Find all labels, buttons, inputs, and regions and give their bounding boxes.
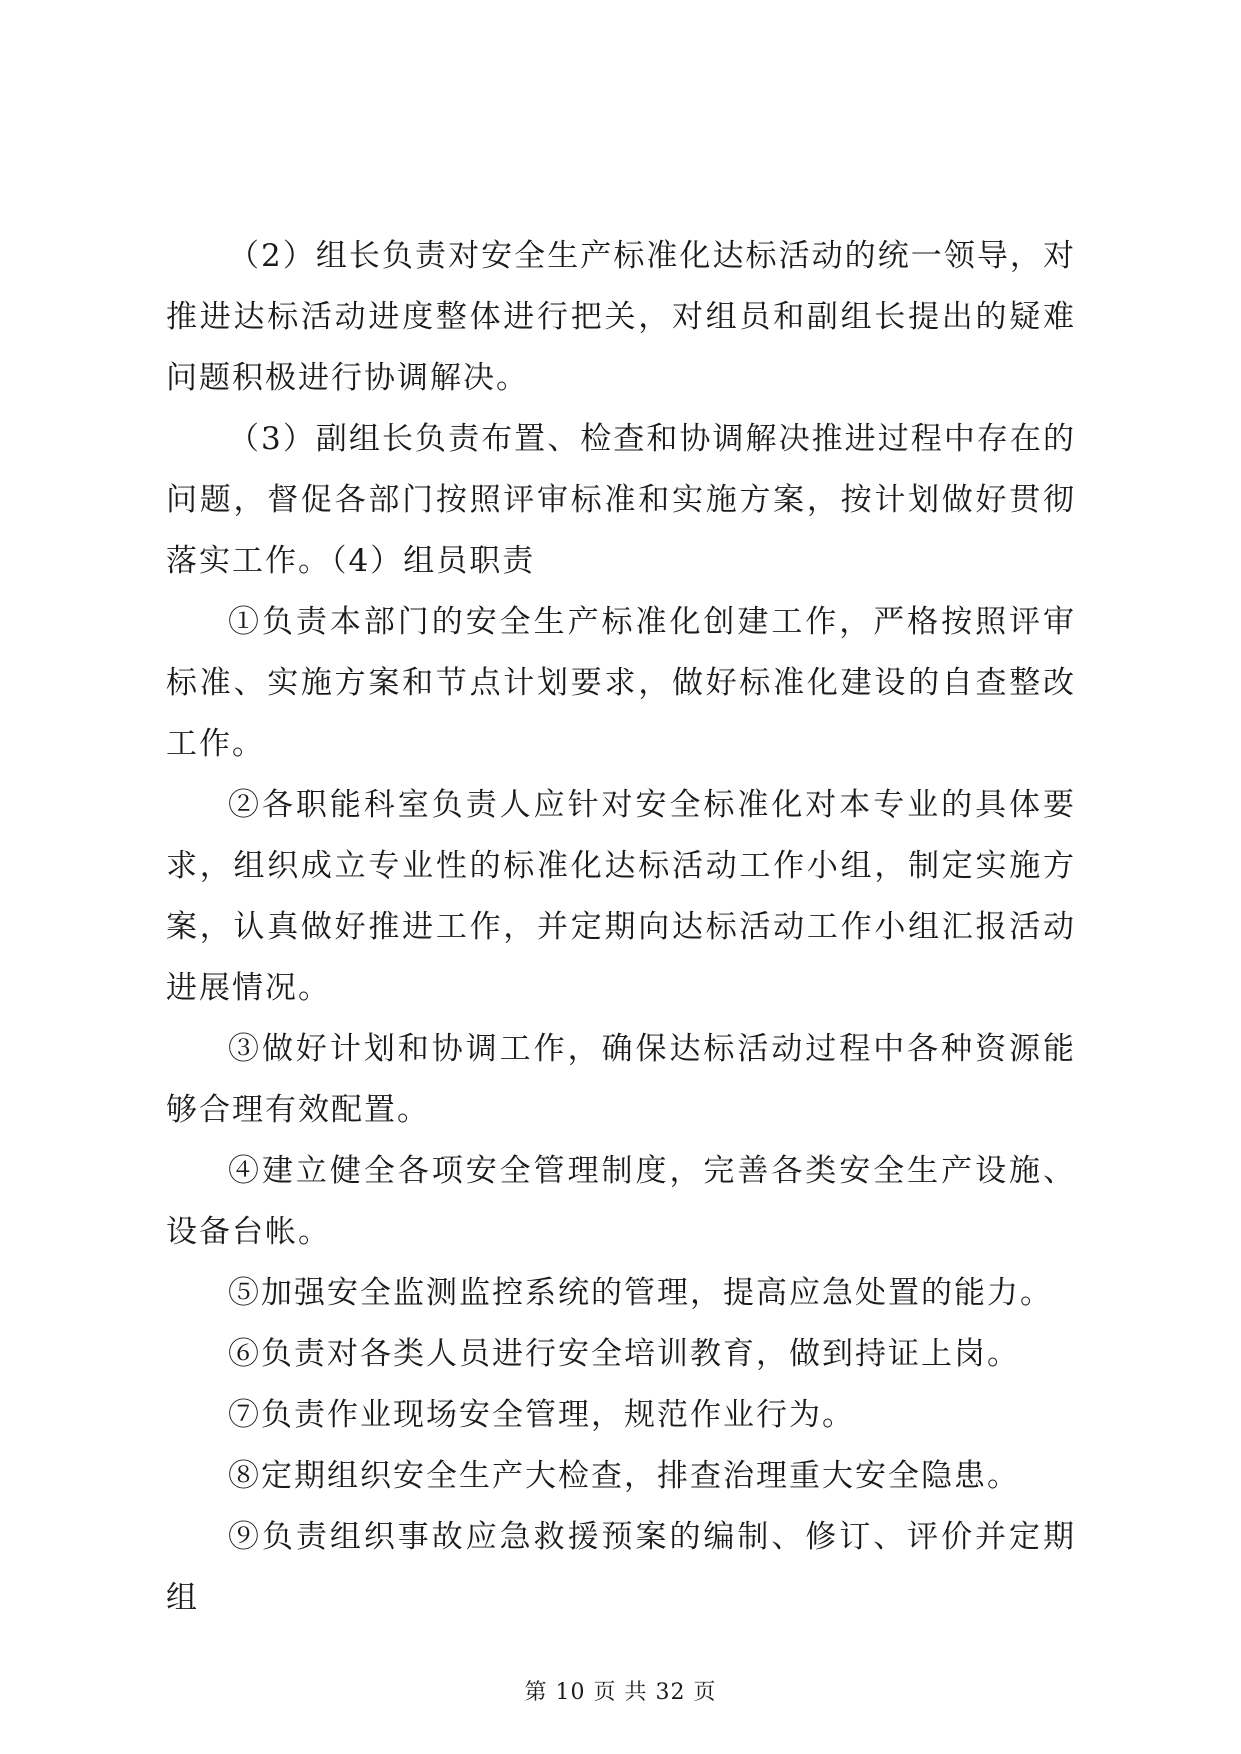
document-body <box>166 226 1076 1629</box>
paragraph-member-duty-6: ⑥负责对各类人员进行安全培训教育，做到持证上岗。 <box>228 1336 1020 1372</box>
paragraph-member-duty-1: ①负责本部门的安全生产标准化创建工作，严格按照评审标准、实施方案和节点计划要求，做好标准化建设的自查整改工作。 <box>166 604 1076 762</box>
paragraph-member-duty-8: ⑧定期组织安全生产大检查，排查治理重大安全隐患。 <box>228 1458 1020 1494</box>
paragraph-member-duty-9: ⑨负责组织事故应急救援预案的编制、修订、评价并定期组 <box>166 1519 1076 1616</box>
paragraph-leader-duties: （2）组长负责对安全生产标准化达标活动的统一领导，对推进达标活动进度整体进行把关，对组员和副组长提出的疑难问题积极进行协调解决。 <box>166 238 1076 396</box>
page-number-footer: 第 10 页 共 32 页 <box>524 1680 717 1705</box>
paragraph-member-duty-4: ④建立健全各项安全管理制度，完善各类安全生产设施、设备台帐。 <box>166 1153 1076 1250</box>
paragraph-member-duty-7: ⑦负责作业现场安全管理，规范作业行为。 <box>228 1397 855 1433</box>
paragraph-deputy-duties: （3）副组长负责布置、检查和协调解决推进过程中存在的问题，督促各部门按照评审标准和实施方案，按计划做好贯彻落实工作。（4）组员职责 <box>166 421 1076 579</box>
paragraph-member-duty-3: ③做好计划和协调工作，确保达标活动过程中各种资源能够合理有效配置。 <box>166 1031 1076 1128</box>
paragraph-member-duty-5: ⑤加强安全监测监控系统的管理，提高应急处置的能力。 <box>228 1275 1053 1311</box>
paragraph-member-duty-2: ②各职能科室负责人应针对安全标准化对本专业的具体要求，组织成立专业性的标准化达标活动工作小组，制定实施方案，认真做好推进工作，并定期向达标活动工作小组汇报活动进展情况。 <box>166 787 1076 1006</box>
